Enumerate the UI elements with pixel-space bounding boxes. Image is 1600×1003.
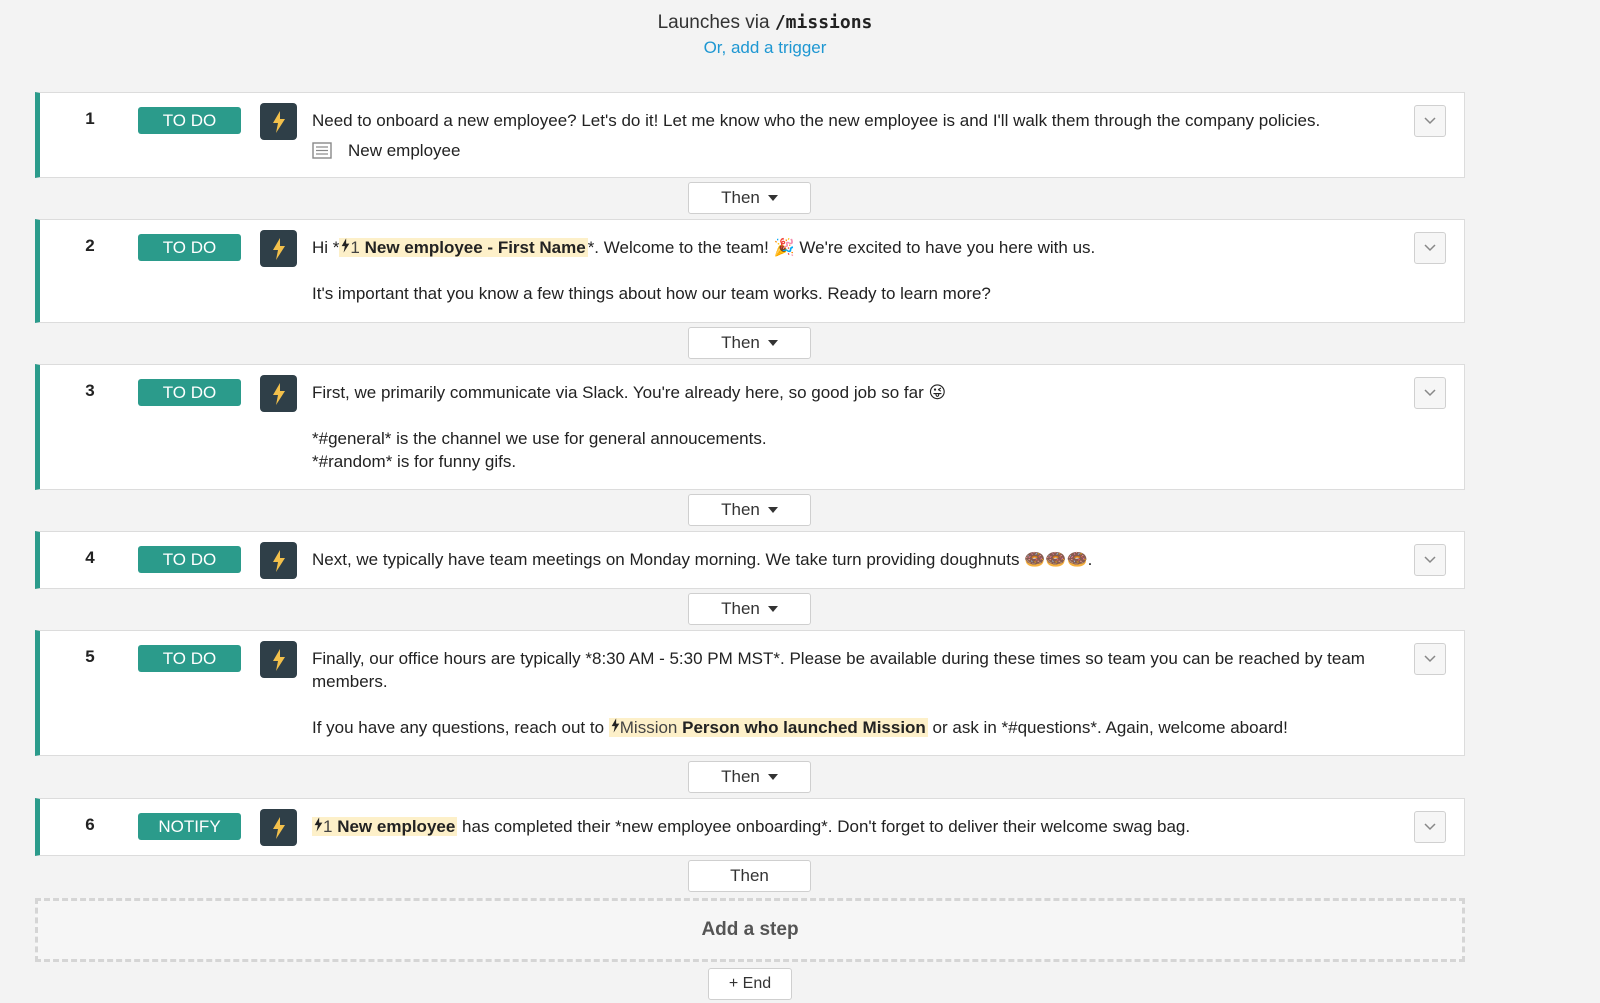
step-content	[312, 381, 1372, 473]
lightning-bolt-icon	[260, 809, 297, 846]
then-label: Then	[721, 500, 760, 519]
step-menu-button[interactable]	[1414, 105, 1446, 137]
then-label: Then	[721, 599, 760, 618]
variable-chip[interactable]	[312, 817, 457, 836]
chevron-down-icon	[1424, 823, 1436, 831]
chevron-down-icon	[1424, 117, 1436, 125]
message-text: has completed their *new employee onboarding*. Don't forget to deliver their welcome swag bag.	[457, 817, 1191, 836]
step-message-line	[312, 815, 1372, 838]
add-step-button[interactable]	[35, 898, 1465, 962]
lightning-bolt-icon	[314, 817, 323, 832]
step-message-line: Next, we typically have team meetings on Monday morning. We take turn providing doughnuts 🍩🍩🍩.	[312, 550, 1093, 569]
step-menu-button[interactable]	[1414, 544, 1446, 576]
add-step-label: Add a step	[701, 919, 799, 940]
variable-step-ref: 1	[350, 238, 360, 257]
step-message-line: Finally, our office hours are typically *8:30 AM - 5:30 PM MST*. Please be available during these times so team you can be reached by team members.	[312, 649, 1365, 691]
step-message: Need to onboard a new employee? Let's do it! Let me know who the new employee is and I'll walk them through the company policies.	[312, 111, 1321, 130]
lightning-bolt-icon	[260, 542, 297, 579]
step-message-line: It's important that you know a few things about how our team works. Ready to learn more?	[312, 284, 991, 303]
step-content	[312, 109, 1372, 162]
step-message-line: First, we primarily communicate via Slack. You're already here, so good job so far 😜	[312, 383, 947, 402]
step-type-badge[interactable]: TO DO	[138, 546, 241, 573]
lightning-bolt-icon	[260, 230, 297, 267]
chevron-down-icon	[1424, 556, 1436, 564]
variable-step-ref: Mission	[619, 718, 678, 737]
step-message-line: *#general* is the channel we use for general annoucements.	[312, 429, 767, 448]
step-card-4	[35, 531, 1465, 589]
then-label: Then	[721, 188, 760, 207]
variable-label: Person who launched Mission	[682, 718, 926, 737]
end-button[interactable]	[708, 968, 792, 1000]
launch-command-title	[0, 12, 1530, 34]
step-message-line	[312, 716, 1372, 739]
step-type-badge[interactable]: NOTIFY	[138, 813, 241, 840]
step-number: 1	[85, 109, 95, 128]
caret-down-icon	[768, 195, 778, 201]
chevron-down-icon	[1424, 244, 1436, 252]
message-text: If you have any questions, reach out to	[312, 718, 609, 737]
step-number: 3	[85, 381, 95, 400]
mission-header	[0, 12, 1530, 58]
step-card-1	[35, 92, 1465, 178]
lightning-bolt-icon	[611, 718, 620, 733]
message-text: *. Welcome to the team! 🎉 We're excited to have you here with us.	[587, 238, 1096, 257]
variable-label: New employee	[337, 817, 456, 836]
caret-down-icon	[768, 340, 778, 346]
message-text: or ask in *#questions*. Again, welcome aboard!	[927, 718, 1288, 737]
step-message-line	[312, 236, 1372, 259]
variable-chip[interactable]	[339, 238, 587, 257]
variable-label: New employee - First Name	[364, 238, 586, 257]
step-content	[312, 236, 1372, 305]
variable-step-ref: 1	[323, 817, 333, 836]
add-trigger-link[interactable]: Or, add a trigger	[703, 38, 827, 57]
step-card-6	[35, 798, 1465, 856]
launch-prefix: Launches via	[657, 12, 770, 33]
step-card-2	[35, 219, 1465, 323]
step-type-badge[interactable]: TO DO	[138, 234, 241, 261]
step-card-3	[35, 364, 1465, 490]
chevron-down-icon	[1424, 389, 1436, 397]
step-menu-button[interactable]	[1414, 232, 1446, 264]
step-type-badge[interactable]: TO DO	[138, 379, 241, 406]
step-menu-button[interactable]	[1414, 643, 1446, 675]
step-number: 2	[85, 236, 95, 255]
chevron-down-icon	[1424, 655, 1436, 663]
step-content	[312, 647, 1372, 739]
caret-down-icon	[768, 606, 778, 612]
step-number: 5	[85, 647, 95, 666]
then-label: Then	[730, 866, 769, 885]
step-type-badge[interactable]: TO DO	[138, 107, 241, 134]
then-button-final[interactable]	[688, 860, 811, 892]
lightning-bolt-icon	[260, 641, 297, 678]
then-button[interactable]	[688, 494, 811, 526]
then-label: Then	[721, 767, 760, 786]
step-menu-button[interactable]	[1414, 811, 1446, 843]
step-number: 6	[85, 815, 95, 834]
launch-command: /missions	[774, 12, 873, 33]
end-label: + End	[728, 975, 772, 992]
lightning-bolt-icon	[260, 375, 297, 412]
then-button[interactable]	[688, 593, 811, 625]
step-card-5	[35, 630, 1465, 756]
step-menu-button[interactable]	[1414, 377, 1446, 409]
variable-chip[interactable]	[609, 718, 928, 737]
form-field-icon	[312, 142, 334, 160]
message-text: Hi *	[312, 238, 340, 257]
form-field-row	[312, 139, 1372, 162]
step-number: 4	[85, 548, 95, 567]
then-button[interactable]	[688, 327, 811, 359]
caret-down-icon	[768, 507, 778, 513]
step-message-line: *#random* is for funny gifs.	[312, 452, 517, 471]
step-type-badge[interactable]: TO DO	[138, 645, 241, 672]
then-label: Then	[721, 333, 760, 352]
lightning-bolt-icon	[260, 103, 297, 140]
step-content	[312, 815, 1372, 838]
form-field-label: New employee	[348, 141, 461, 160]
then-button[interactable]	[688, 761, 811, 793]
caret-down-icon	[768, 774, 778, 780]
step-content	[312, 548, 1372, 571]
then-button[interactable]	[688, 182, 811, 214]
